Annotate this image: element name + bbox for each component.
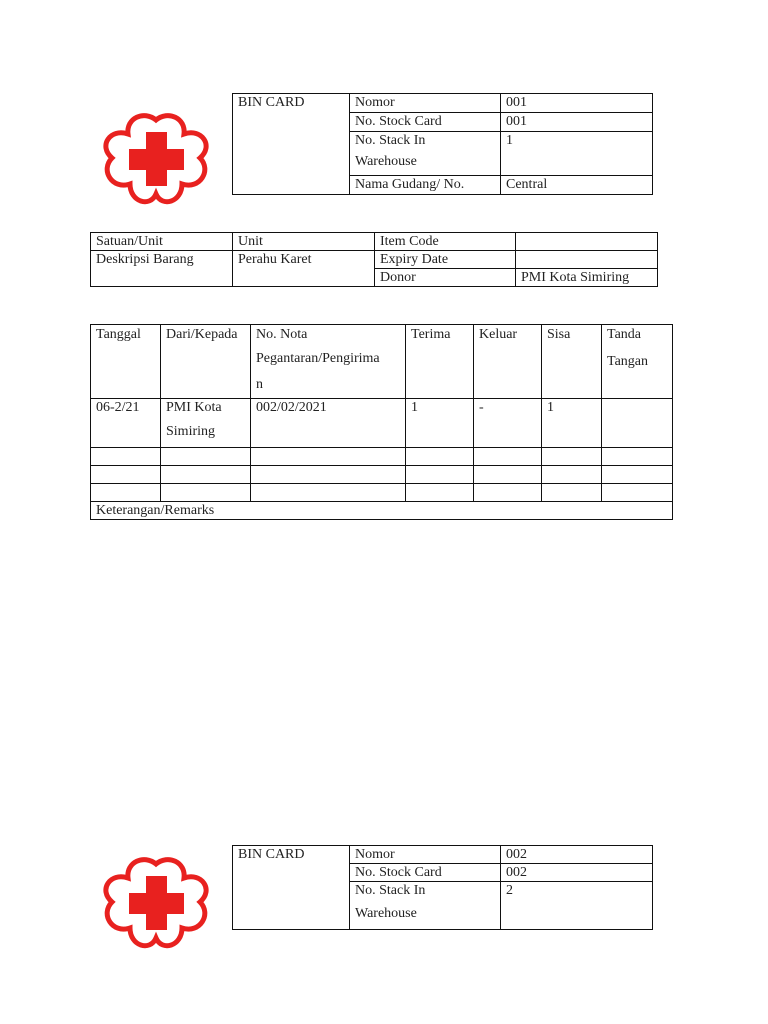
header-keluar: Keluar	[474, 325, 542, 399]
nama-gudang-label: Nama Gudang/ No.	[350, 176, 501, 195]
stack-in-warehouse-label: No. Stack In Warehouse	[350, 132, 501, 176]
satuan-value: Unit	[233, 233, 375, 251]
header-no-nota: No. Nota Pegantaran/Pengirima n	[251, 325, 406, 399]
table-row	[91, 399, 673, 448]
red-cross-logo-icon	[100, 112, 212, 208]
header-terima: Terima	[406, 325, 474, 399]
expiry-value	[516, 251, 658, 269]
header-tanda-tangan: Tanda Tangan	[602, 325, 673, 399]
row-keluar: -	[474, 399, 542, 448]
header-sisa: Sisa	[542, 325, 602, 399]
stock-card-2-value: 002	[501, 864, 653, 882]
stock-card-label: No. Stock Card	[350, 113, 501, 132]
header-dari-kepada: Dari/Kepada	[161, 325, 251, 399]
remarks-label: Keterangan/Remarks	[91, 502, 673, 520]
donor-label: Donor	[375, 269, 516, 287]
header-tanggal: Tanggal	[91, 325, 161, 399]
row-dari-kepada: PMI Kota Simiring	[161, 399, 251, 448]
table-row	[91, 466, 673, 484]
deskripsi-value: Perahu Karet	[233, 251, 375, 287]
remarks-row	[91, 502, 673, 520]
item-code-value	[516, 233, 658, 251]
bin-card-title: BIN CARD	[233, 94, 350, 195]
bin-card-2	[232, 845, 653, 930]
table-header-row	[91, 325, 673, 399]
table-row	[91, 484, 673, 502]
table-row	[91, 448, 673, 466]
nomor-label: Nomor	[350, 94, 501, 113]
stock-card-value: 001	[501, 113, 653, 132]
transactions-table	[90, 324, 673, 520]
red-cross-logo-icon-2	[100, 856, 212, 952]
nomor-2-value: 002	[501, 846, 653, 864]
row-sisa: 1	[542, 399, 602, 448]
row-tanda-tangan	[602, 399, 673, 448]
stock-card-2-label: No. Stock Card	[350, 864, 501, 882]
row-terima: 1	[406, 399, 474, 448]
expiry-label: Expiry Date	[375, 251, 516, 269]
satuan-label: Satuan/Unit	[91, 233, 233, 251]
row-tanggal: 06-2/21	[91, 399, 161, 448]
stack-in-warehouse-value: 1	[501, 132, 653, 176]
nomor-value: 001	[501, 94, 653, 113]
nomor-2-label: Nomor	[350, 846, 501, 864]
bin-card-2-title: BIN CARD	[233, 846, 350, 930]
row-no-nota: 002/02/2021	[251, 399, 406, 448]
bin-card-1	[232, 93, 653, 195]
nama-gudang-value: Central	[501, 176, 653, 195]
stack-in-warehouse-2-value: 2	[501, 882, 653, 930]
item-info-table	[90, 232, 658, 287]
stack-in-warehouse-2-label: No. Stack In Warehouse	[350, 882, 501, 930]
deskripsi-label: Deskripsi Barang	[91, 251, 233, 287]
donor-value: PMI Kota Simiring	[516, 269, 658, 287]
item-code-label: Item Code	[375, 233, 516, 251]
